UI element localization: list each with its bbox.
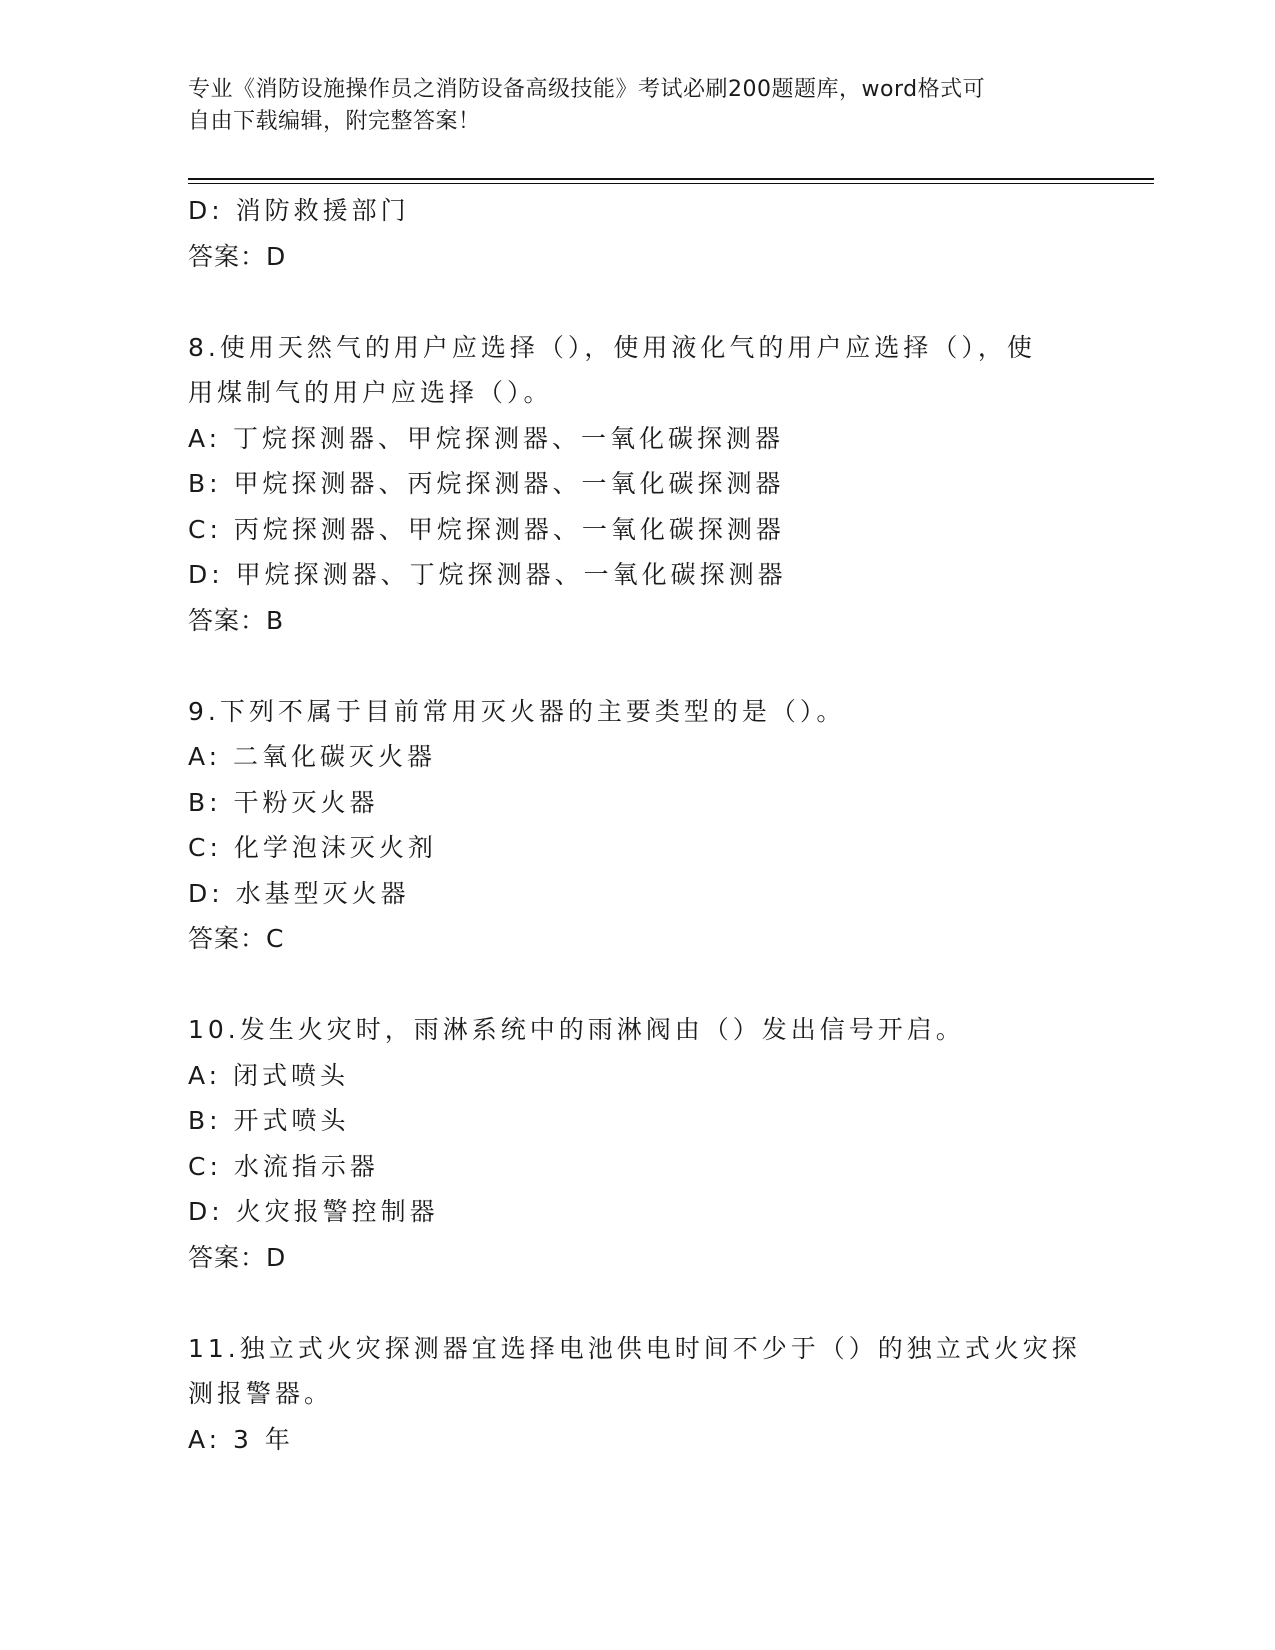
question-stem-continued: 测报警器。 <box>188 1379 334 1408</box>
question-stem: 9.下列不属于目前常用灭火器的主要类型的是（）。 <box>188 696 846 726</box>
answer-label: 答案：C <box>188 924 285 953</box>
answer-label: 答案：B <box>188 605 285 635</box>
spacer <box>188 962 1088 1008</box>
spacer <box>188 279 1088 325</box>
question-11 <box>188 1326 1088 1463</box>
answer-label: 答案：D <box>188 241 287 271</box>
option-d: D: 火灾报警控制器 <box>188 1197 439 1226</box>
option-d: D: 水基型灭火器 <box>188 878 410 908</box>
option-a: A: 闭式喷头 <box>188 1060 350 1090</box>
header-divider-thick <box>188 178 1154 180</box>
page-header <box>188 74 1068 138</box>
header-line-1: 专业《消防设施操作员之消防设备高级技能》考试必刷200题题库，word格式可 <box>188 77 986 102</box>
option-b: B: 开式喷头 <box>188 1106 350 1135</box>
question-9 <box>188 689 1088 962</box>
option-a: A: 丁烷探测器、甲烷探测器、一氧化碳探测器 <box>188 423 785 453</box>
spacer <box>188 1280 1088 1326</box>
header-divider-thin <box>188 183 1154 184</box>
option-b: B: 干粉灭火器 <box>188 787 379 817</box>
question-stem: 8.使用天然气的用户应选择（），使用液化气的用户应选择（），使 <box>188 332 1036 362</box>
option-d: D: 甲烷探测器、丁烷探测器、一氧化碳探测器 <box>188 560 787 589</box>
question-stem-continued: 用煤制气的用户应选择（）。 <box>188 378 553 407</box>
question-8 <box>188 325 1088 644</box>
option-c: C: 水流指示器 <box>188 1151 379 1181</box>
option-b: B: 甲烷探测器、丙烷探测器、一氧化碳探测器 <box>188 469 785 498</box>
option-c: C: 丙烷探测器、甲烷探测器、一氧化碳探测器 <box>188 514 785 544</box>
option-a: A: 3 年 <box>188 1424 294 1454</box>
question-list <box>188 188 1088 1462</box>
spacer <box>188 643 1088 689</box>
question-7-tail <box>188 188 1088 279</box>
question-stem: 11.独立式火灾探测器宜选择电池供电时间不少于（）的独立式火灾探 <box>188 1333 1081 1363</box>
header-line-2: 自由下载编辑，附完整答案！ <box>188 109 481 134</box>
question-10 <box>188 1007 1088 1280</box>
option-d: D: 消防救援部门 <box>188 196 410 225</box>
answer-label: 答案：D <box>188 1242 287 1272</box>
option-c: C: 化学泡沫灭火剂 <box>188 833 437 862</box>
question-stem: 10.发生火灾时，雨淋系统中的雨淋阀由（）发出信号开启。 <box>188 1015 965 1044</box>
option-a: A: 二氧化碳灭火器 <box>188 742 437 771</box>
